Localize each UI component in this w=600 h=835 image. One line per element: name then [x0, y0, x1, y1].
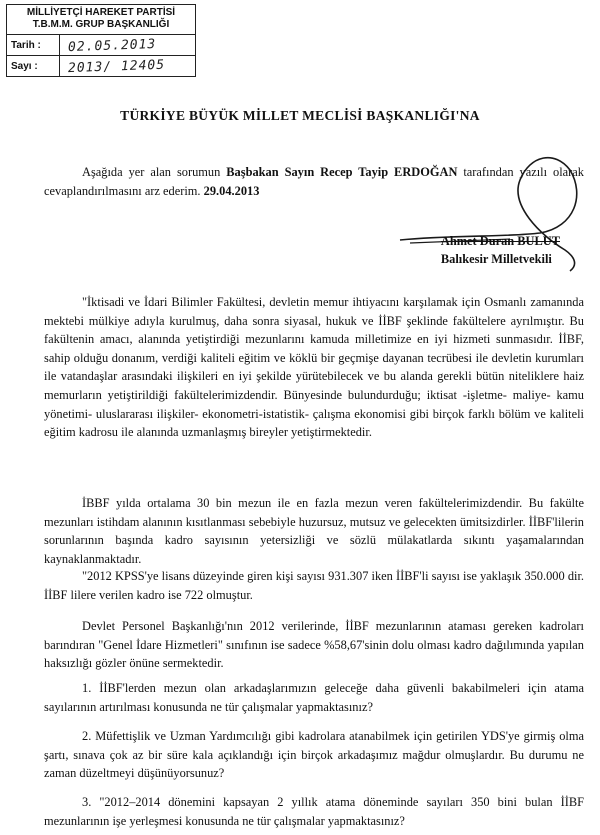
document-title: TÜRKİYE BÜYÜK MİLLET MECLİSİ BAŞKANLIĞI'NA: [120, 108, 480, 123]
stamp-header: [7, 5, 195, 35]
signatory-name: Ahmet Duran BULUT: [440, 234, 560, 248]
question-2: 2. Müfettişlik ve Uzman Yardımcılığı gibi kadrolara atanabilmek için getirilen YDS'ye girmiş olma şartı, sınava çok az bir süre kala açıklandığı için birçok arkadaşımız mağdur olmuşlardır. Bu durumu ne zaman düzeltmeyi düşünüyorsunuz?: [44, 729, 584, 781]
paragraph-kpss-stats: "2012 KPSS'ye lisans düzeyinde giren kişi sayısı 931.307 iken İİBF'li sayısı ise yaklaşık 350.000 dir. İİBF lilere verilen kadro ise 722 olmuştur.: [44, 569, 584, 602]
paragraph-background: "İktisadi ve İdari Bilimler Fakültesi, devletin memur ihtiyacını karşılamak için Osmanlı zamanında mektebi mülkiye adıyla kurulmuş, daha sonra siyasal, hukuk ve İİBF şeklinde fakültelere ayrılmıştır. Bu fakültenin amacı, alanında yetiştirdiği mezunlarını kamuda milletimize en iyi hizmeti sunmasıdır. İİBF, sahip olduğu donanım, verdiği kaliteli eğitim ve köklü bir geçmişe dayanan tecrübesi ile devletin kurumları ile vatandaşlar arasındaki ilişkileri en iyi şekilde yürütebilecek ve bu alanda gerekli bütün niteliklere haiz memurların yetiştirildiği fakültelerimizdendir. Bünyesinde bulundurduğu; iktisat -işletme- maliye- kamu yönetimi- uluslararası ilişkiler- ekonometri-istatistik- çalışma ekonomisi gibi birçok farklı bölüm ve kaliteli eğitim kadrosu ile alanında uzmanlaşmış bireyler yetiştirmektedir.: [44, 295, 584, 440]
stamp-number-row: [7, 56, 195, 76]
stamp-org-line2: T.B.M.M. GRUP BAŞKANLIĞI: [32, 19, 170, 30]
stamp-number-label: Sayı :: [7, 56, 60, 76]
stamp-number-value: 2013/ 12405: [67, 57, 166, 76]
paragraph-graduates: İBBF yılda ortalama 30 bin mezun ile en fazla mezun veren fakültelerimizdendir. Bu fakülte mezunları istihdam alanının kısıtlanması sebebiyle huzursuz, mutsuz ve gelecekten ümitsizdirler. İİBF'lilerin sorunlarının başında kadro sayısının yetersizliği ve sözlü mülakatlarda sıkıntı yaşamalarından kaynaklanmaktadır.: [44, 496, 584, 566]
intro-text-middle: tarafından yazılı olarak cevaplandırılmasını arz ederim.: [44, 165, 584, 198]
intro-text-before: Aşağıda yer alan sorumun: [82, 165, 227, 179]
signature-block: [441, 232, 560, 268]
question-3: 3. "2012–2014 dönemini kapsayan 2 yıllık atama döneminde sayıları 350 bini bulan İİBF mezunlarının işe yerleşmesi konusunda ne tür çalışmalar yapmaktasınız?: [44, 795, 584, 828]
stamp-date-value: 02.05.2013: [67, 36, 157, 55]
registry-stamp: [6, 4, 196, 77]
stamp-date-row: [7, 35, 195, 56]
question-1: 1. İİBF'lerden mezun olan arkadaşlarımızın geleceğe daha güvenli bakabilmeleri için atama sayılarının artırılması konusunda ne tür çalışmalar yapmaktasınız?: [44, 681, 584, 714]
signatory-role: Balıkesir Milletvekili: [440, 252, 552, 266]
stamp-org-line1: MİLLİYETÇİ HAREKET PARTİSİ: [26, 7, 176, 18]
intro-date: 29.04.2013: [203, 183, 260, 198]
paragraph-dpb-data: Devlet Personel Başkanlığı'nın 2012 verilerinde, İİBF mezunlarının ataması gereken kadroları barındıran "Genel İdare Hizmetleri" sınıfının ise sadece %58,67'sinin dolu olması kadro dağılımında yapılan haksızlığı gözler önüne sermektedir.: [44, 619, 584, 671]
intro-addressee: Başbakan Sayın Recep Tayip ERDOĞAN: [226, 165, 458, 179]
stamp-date-label: Tarih :: [7, 35, 60, 55]
